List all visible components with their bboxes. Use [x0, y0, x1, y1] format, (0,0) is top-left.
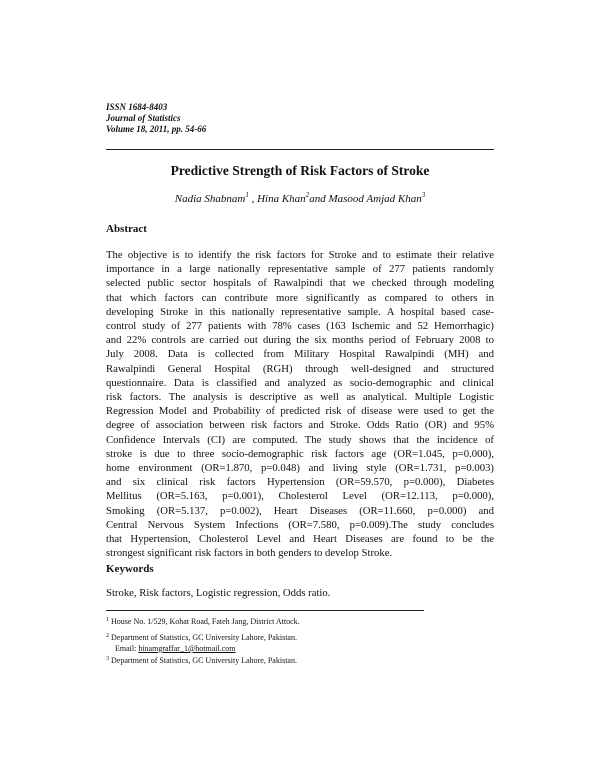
abstract-line: control study of 277 patients with 78% cases (163 Ischemic and 52 Hemorrhagic): [106, 320, 494, 333]
email-link[interactable]: hinamgraffar_1@hotmail.com: [138, 644, 236, 653]
abstract-line: selected public sector hospitals of Rawalpindi that we checked through modeling: [106, 277, 494, 290]
footnote: [106, 617, 300, 627]
footnote-marker: 2: [106, 633, 109, 639]
abstract-line: that Hypertension, Cholesterol Level and Heart Diseases are found to be the: [106, 533, 494, 546]
header-rule: [106, 149, 494, 150]
abstract-line: Mellitus (OR=5.163, p=0.001), Cholesterol Level (OR=12.113, p=0.000),: [106, 490, 494, 503]
author-affiliation-marker: 2: [305, 191, 310, 199]
footnote-marker: 1: [106, 617, 109, 623]
journal-volume: Volume 18, 2011, pp. 54-66: [106, 124, 207, 134]
footnote-text: Department of Statistics, GC University Lahore, Pakistan.: [111, 633, 297, 642]
author-name: Hina Khan: [257, 193, 306, 205]
abstract-line: and six clinical risk factors Hypertension (OR=59.570, p=0.000), Diabetes: [106, 476, 494, 489]
author-affiliation-marker: 1: [245, 191, 249, 199]
abstract-line: strongest significant risk factors in both genders to develop Stroke.: [106, 547, 393, 560]
footnote-text: Department of Statistics, GC University Lahore, Pakistan.: [111, 656, 297, 665]
abstract-line: home environment (OR=1.870, p=0.048) and living style (OR=1.731, p=0.003): [106, 462, 494, 475]
keywords-text: Stroke, Risk factors, Logistic regression, Odds ratio.: [106, 587, 331, 599]
footnote: [106, 656, 297, 666]
abstract-line: Rawalpindi General Hospital (RGH) through well-designed and structured: [106, 362, 494, 375]
author-affiliation-marker: 3: [421, 191, 426, 199]
keywords-heading: Keywords: [106, 563, 154, 575]
author-name: Nadia Shabnam: [174, 193, 246, 205]
author-list: [0, 193, 600, 205]
author-separator: ,: [248, 193, 258, 205]
author-separator: and: [309, 193, 329, 205]
footnote: [106, 633, 297, 643]
abstract-line: Confidence Intervals (CI) are computed. The study shows that the incidence of: [106, 433, 494, 446]
footnote-email-line: [115, 644, 236, 654]
issn: ISSN 1684-8403: [106, 102, 168, 112]
paper-title: Predictive Strength of Risk Factors of Stroke: [170, 163, 430, 178]
journal-name: Journal of Statistics: [106, 113, 181, 123]
abstract-heading: Abstract: [106, 223, 147, 235]
abstract-line: Regression Model and Probability of predicted risk of disease were used to get the: [106, 405, 494, 418]
abstract-line: and 22% controls are carried out during the six months period of February 2008 to: [106, 334, 494, 347]
abstract-line: Smoking (OR=5.137, p=0.002), Heart Diseases (OR=11.660, p=0.000) and: [106, 504, 494, 517]
abstract-line: that which factors can contribute more significantly as compared to others in: [106, 291, 494, 304]
abstract-body: [106, 248, 494, 560]
footnote-marker: 3: [106, 656, 109, 662]
journal-header: [106, 102, 206, 135]
abstract-line: The objective is to identify the risk factors for Stroke and to estimate their relative: [106, 249, 494, 261]
abstract-line: Central Nervous System Infections (OR=7.580, p=0.009).The study concludes: [106, 518, 494, 531]
abstract-line: July 2008. Data is collected from Military Hospital Rawalpindi (MH) and: [106, 348, 494, 361]
abstract-line: degree of association between risk factors and Stroke. Odds Ratio (OR) and 95%: [106, 419, 494, 432]
abstract-line: risk factors. The analysis is descriptive as well as analytical. Multiple Logistic: [106, 391, 494, 404]
abstract-line: stroke is due to three socio-demographic risk factors age (OR=1.045, p=0.000),: [106, 447, 494, 460]
email-label: Email:: [115, 644, 137, 653]
footnote-text: House No. 1/529, Kohat Road, Fateh Jang, District Attock.: [111, 617, 300, 626]
author-name: Masood Amjad Khan: [328, 193, 422, 205]
abstract-line: importance in a large nationally representative sample of 277 patients randomly: [106, 263, 494, 276]
abstract-line: developing Stroke in this nationally representative sample. A hospital based case-: [106, 305, 494, 318]
abstract-line: questionnaire. Data is classified and analyzed as socio-demographic and clinical: [106, 376, 494, 389]
footnote-rule: [106, 610, 424, 611]
